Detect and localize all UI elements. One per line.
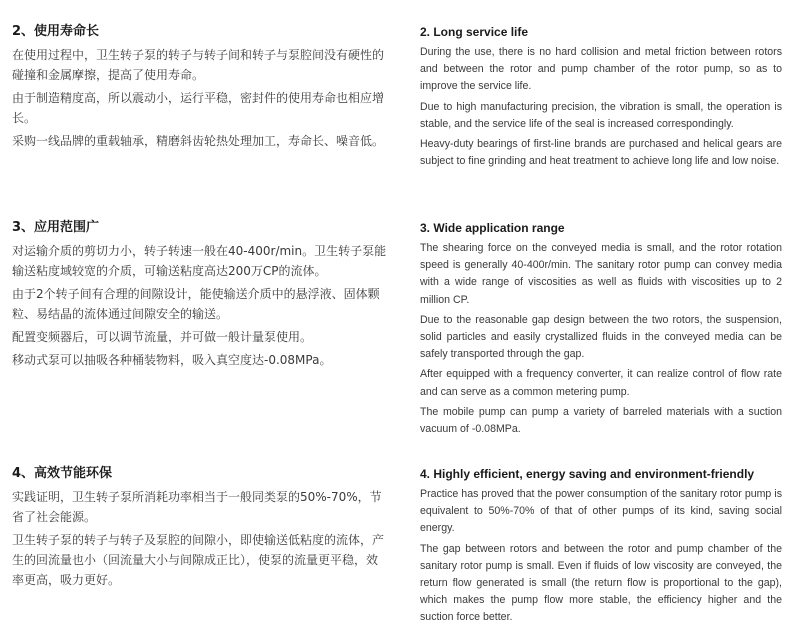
en-paragraph: Practice has proved that the power consumption of the sanitary rotor pump is equivalent to 50%-70% of that of other pumps of its kind, saving social energy. [420, 488, 782, 535]
en-section-energy-saving [420, 466, 782, 627]
zh-paragraph: 采购一线品牌的重载轴承，精磨斜齿轮热处理加工，寿命长、噪音低。 [12, 134, 385, 148]
en-paragraph: The shearing force on the conveyed media is small, and the rotor rotation speed is generally 40-400r/min. The sanitary rotor pump can convey media with a wide range of viscosities as well as fluids with viscosities up to 2 million CP. [420, 242, 782, 306]
zh-paragraph: 卫生转子泵的转子与转子及泵腔的间隙小，即使输送低粘度的流体，产生的回流量也小（回流量大小与间隙成正比），使泵的流量更平稳，效率更高，吸力更好。 [12, 533, 385, 587]
zh-paragraph: 配置变频器后，可以调节流量，并可做一般计量泵使用。 [12, 330, 313, 344]
en-section-service-life [420, 24, 782, 170]
en-section-title: 4. Highly efficient, energy saving and environment-friendly [420, 467, 755, 481]
en-paragraph: The gap between rotors and between the rotor and pump chamber of the sanitary rotor pump is small. Even if fluids of low viscosity are conveyed, the return flow generated is small (the return flow is proportional to the gap), which makes the pump flow more stable, the efficiency higher and the suction force better. [420, 542, 782, 624]
zh-section-title: 3、应用范围广 [12, 220, 100, 235]
en-section-application-range [420, 220, 782, 438]
zh-paragraph: 对运输介质的剪切力小，转子转速一般在40-400r/min。卫生转子泵能输送粘度域较宽的介质，可输送粘度高达200万CP的流体。 [12, 244, 387, 278]
zh-paragraph: 由于2个转子间有合理的间隙设计，能使输送介质中的悬浮液、固体颗粒、易结晶的流体通过间隙安全的输送。 [12, 287, 380, 321]
zh-section-application-range [12, 220, 388, 370]
en-paragraph: The mobile pump can pump a variety of barreled materials with a suction vacuum of -0.08MPa. [420, 405, 782, 436]
zh-paragraph: 移动式泵可以抽吸各种桶装物料，吸入真空度达-0.08MPa。 [12, 353, 332, 367]
zh-paragraph: 在使用过程中，卫生转子泵的转子与转子间和转子与泵腔间没有硬性的碰撞和金属摩擦，提高了使用寿命。 [12, 48, 385, 82]
en-paragraph: Due to the reasonable gap design between the two rotors, the suspension, solid particles and easily crystallized fluids in the conveyed media can be safely transported through the gap. [420, 313, 782, 361]
en-paragraph: During the use, there is no hard collision and metal friction between rotors and between the rotor and pump chamber of the rotor pump, so as to improve the service life. [420, 46, 782, 93]
en-paragraph: After equipped with a frequency converter, it can realize control of flow rate and can serve as a common metering pump. [420, 368, 782, 398]
en-section-title: 2. Long service life [420, 25, 529, 39]
en-section-title: 3. Wide application range [420, 221, 565, 235]
en-paragraph: Due to high manufacturing precision, the vibration is small, the operation is stable, and the service life of the seal is increased correspondingly. [420, 100, 782, 130]
zh-paragraph: 由于制造精度高，所以震动小，运行平稳，密封件的使用寿命也相应增长。 [12, 91, 385, 125]
zh-section-title: 2、使用寿命长 [12, 24, 100, 39]
zh-section-service-life [12, 24, 388, 151]
zh-section-energy-saving [12, 466, 388, 590]
en-paragraph: Heavy-duty bearings of first-line brands are purchased and helical gears are subject to fine grinding and heat treatment to achieve long life and low noise. [420, 138, 782, 168]
zh-section-title: 4、高效节能环保 [12, 466, 113, 481]
zh-paragraph: 实践证明，卫生转子泵所消耗功率相当于一般同类泵的50%-70%，节省了社会能源。 [12, 490, 382, 524]
